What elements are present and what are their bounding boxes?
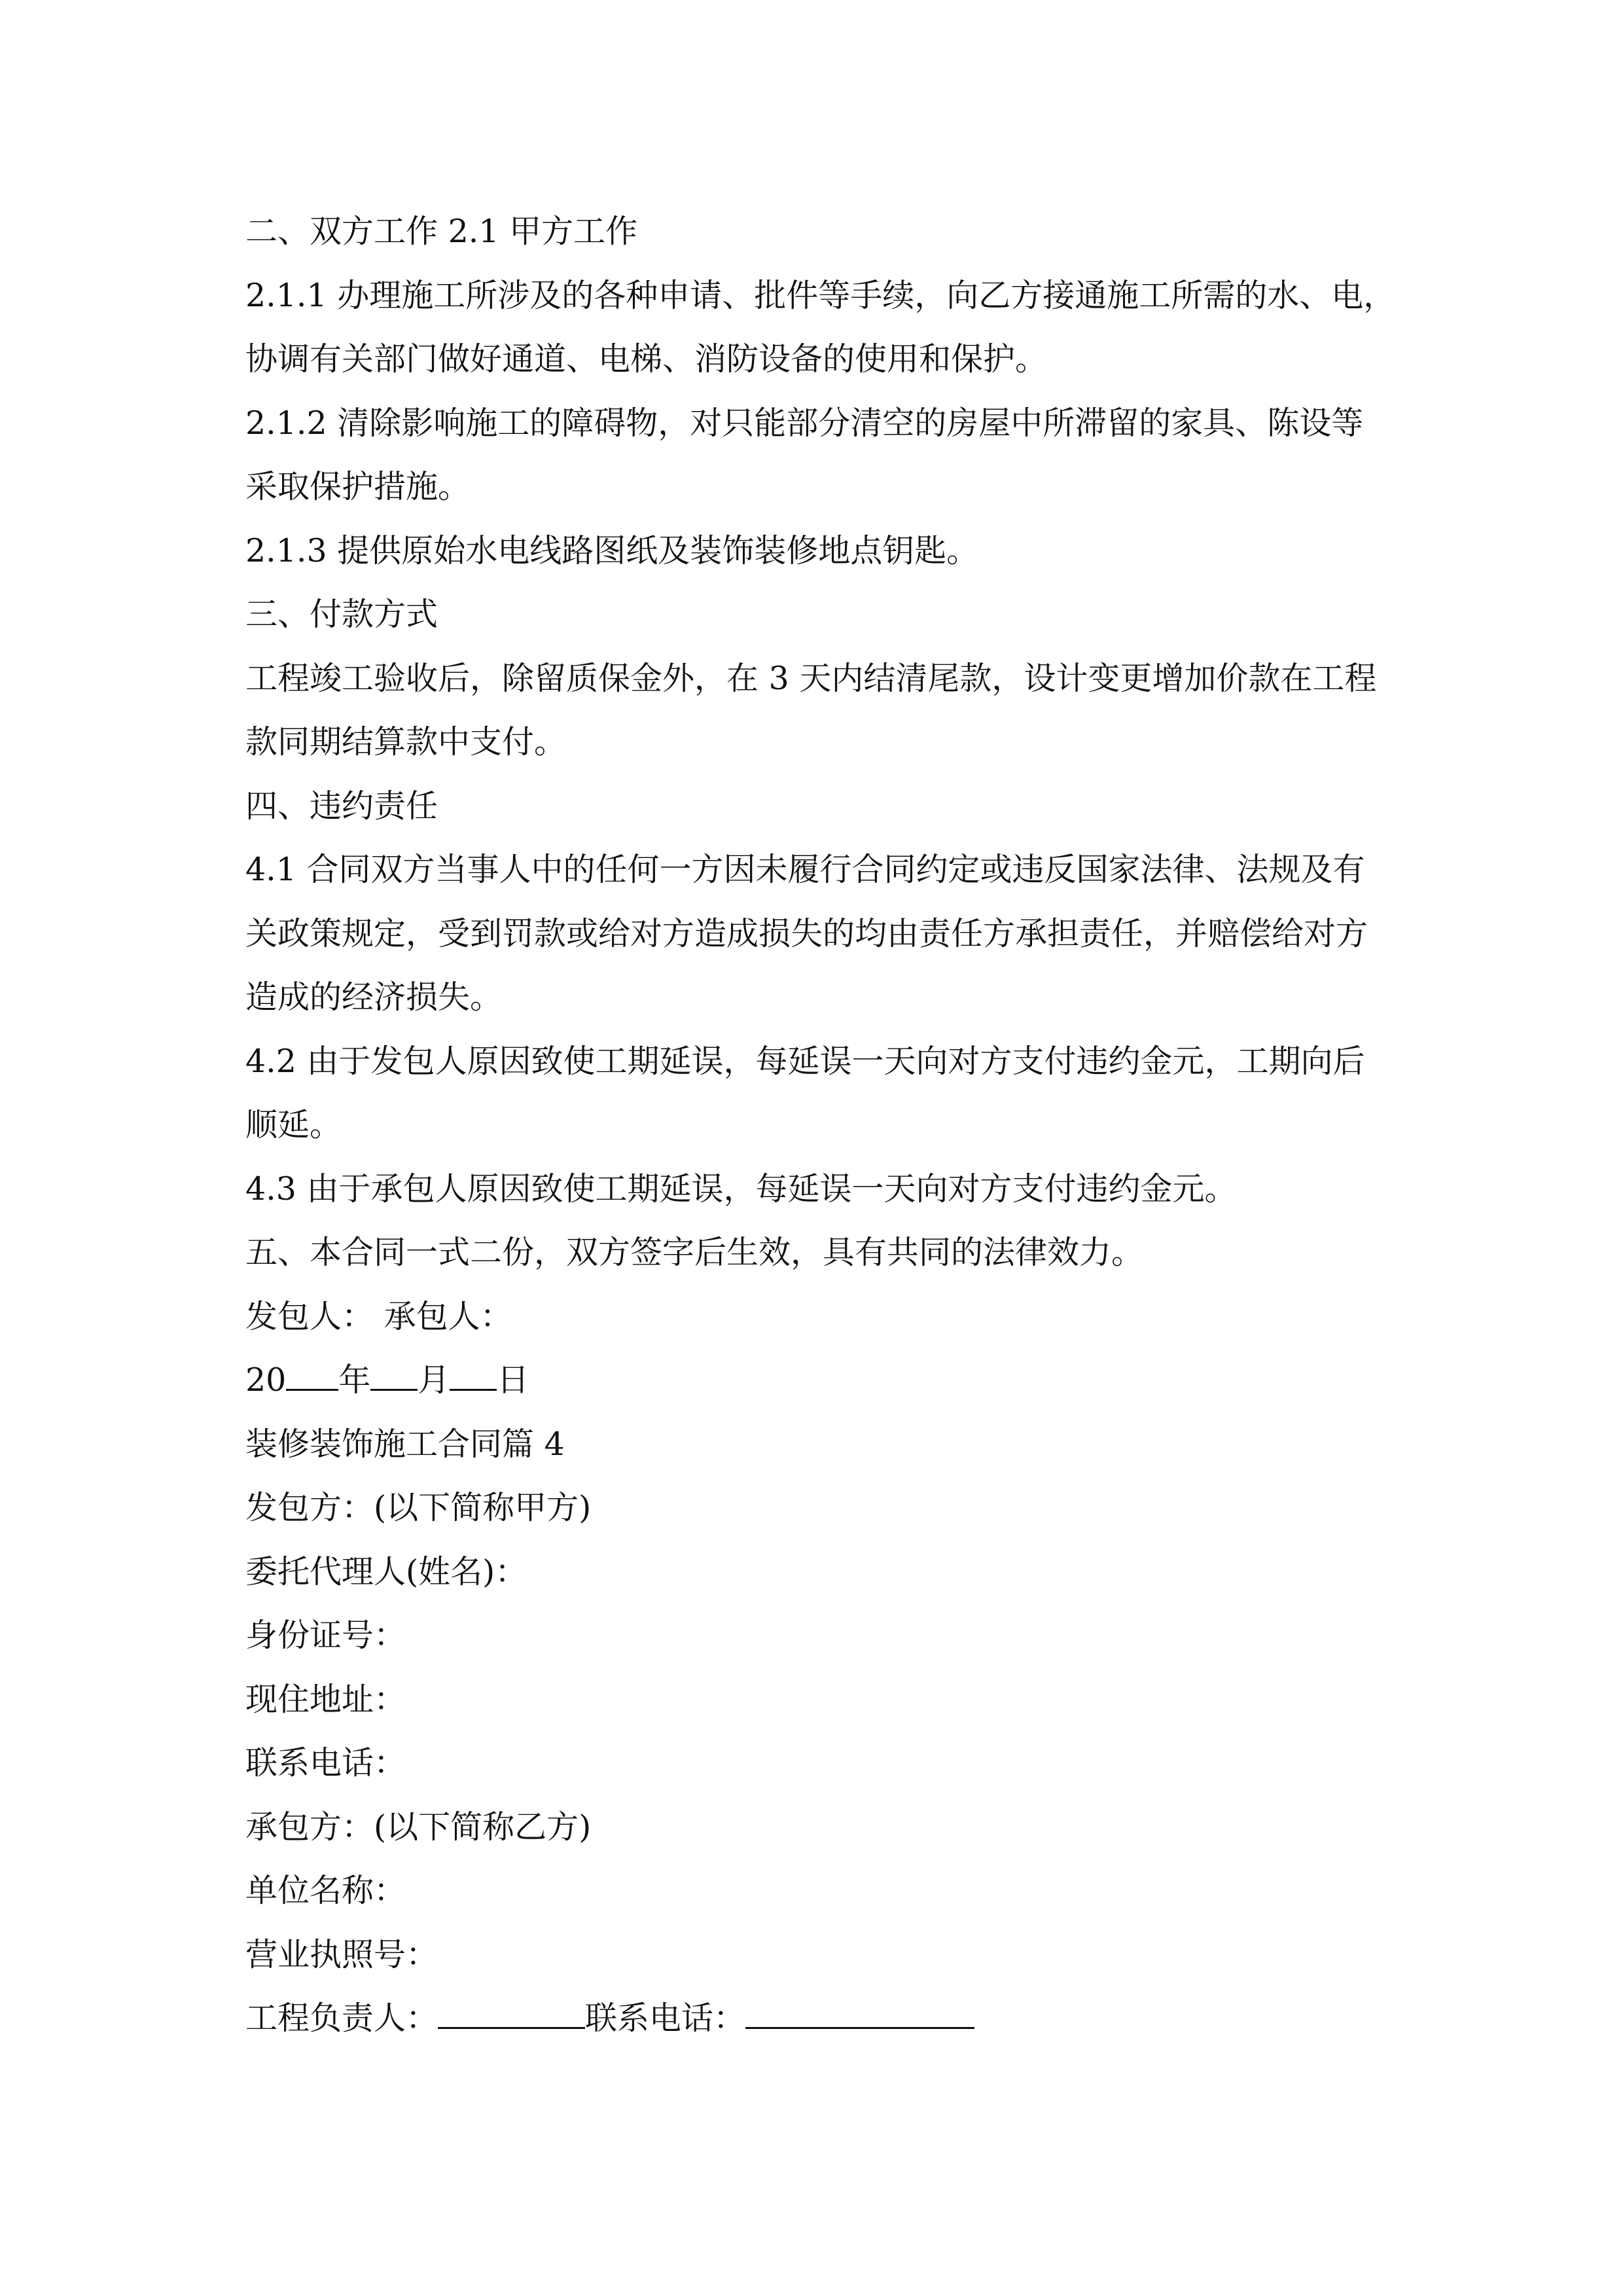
contact-phone-label: 联系电话： [585, 2000, 746, 2037]
project-manager-line [245, 1986, 1423, 2051]
section-heading-2: 二、双方工作 2.1 甲方工作 [245, 213, 638, 250]
business-license-field: 营业执照号： [245, 1935, 438, 1973]
payment-line-2: 款同期结算款中支付。 [245, 723, 567, 761]
signature-parties: 发包人： 承包人： [245, 1297, 512, 1335]
date-month-label: 月 [418, 1361, 450, 1399]
clause-4-1-line-3: 造成的经济损失。 [245, 978, 503, 1016]
section-heading-5: 五、本合同一式二份，双方签字后生效，具有共同的法律效力。 [245, 1234, 1144, 1271]
contract-title: 装修装饰施工合同篇 4 [245, 1425, 565, 1463]
date-century: 20 [245, 1361, 287, 1399]
clause-4-3: 4.3 由于承包人原因致使工期延误，每延误一天向对方支付违约金元。 [245, 1170, 1237, 1208]
clause-4-2-line-1: 4.2 由于发包人原因致使工期延误，每延误一天向对方支付违约金元，工期向后 [245, 1042, 1365, 1080]
month-blank [370, 1350, 418, 1391]
contact-phone-blank [745, 1988, 974, 2029]
clause-4-2-line-2: 顺延。 [245, 1106, 342, 1143]
employer-field: 发包方：(以下简称甲方) [245, 1489, 592, 1526]
date-year-label: 年 [338, 1361, 371, 1399]
agent-name-field: 委托代理人(姓名)： [245, 1552, 527, 1590]
project-manager-blank [438, 1988, 585, 2029]
payment-line-1: 工程竣工验收后，除留质保金外，在 3 天内结清尾款，设计变更增加价款在工程 [245, 659, 1377, 697]
clause-2-1-2-line-2: 采取保护措施。 [245, 468, 471, 505]
id-number-field: 身份证号： [245, 1617, 406, 1654]
date-line [245, 1348, 1423, 1412]
clause-2-1-2-line-1: 2.1.2 清除影响施工的障碍物，对只能部分清空的房屋中所滞留的家具、陈设等 [245, 404, 1364, 442]
clause-4-1-line-1: 4.1 合同双方当事人中的任何一方因未履行合同约定或违反国家法律、法规及有 [245, 851, 1365, 888]
address-field: 现住地址： [245, 1680, 406, 1718]
clause-4-1-line-2: 关政策规定，受到罚款或给对方造成损失的均由责任方承担责任，并赔偿给对方 [245, 914, 1368, 952]
phone-field: 联系电话： [245, 1744, 406, 1782]
contractor-field: 承包方：(以下简称乙方) [245, 1808, 592, 1846]
clause-2-1-3: 2.1.3 提供原始水电线路图纸及装饰装修地点钥匙。 [245, 531, 979, 569]
company-name-field: 单位名称： [245, 1872, 406, 1909]
year-blank [286, 1350, 338, 1391]
clause-2-1-1-line-2: 协调有关部门做好通道、电梯、消防设备的使用和保护。 [245, 340, 1048, 378]
section-heading-4: 四、违约责任 [245, 787, 438, 825]
date-day-label: 日 [497, 1361, 529, 1399]
section-heading-3: 三、付款方式 [245, 596, 438, 633]
document-body [245, 200, 1423, 2051]
day-blank [450, 1350, 497, 1391]
project-manager-label: 工程负责人： [245, 2000, 438, 2037]
clause-2-1-1-line-1: 2.1.1 办理施工所涉及的各种申请、批件等手续，向乙方接通施工所需的水、电， [245, 276, 1396, 314]
